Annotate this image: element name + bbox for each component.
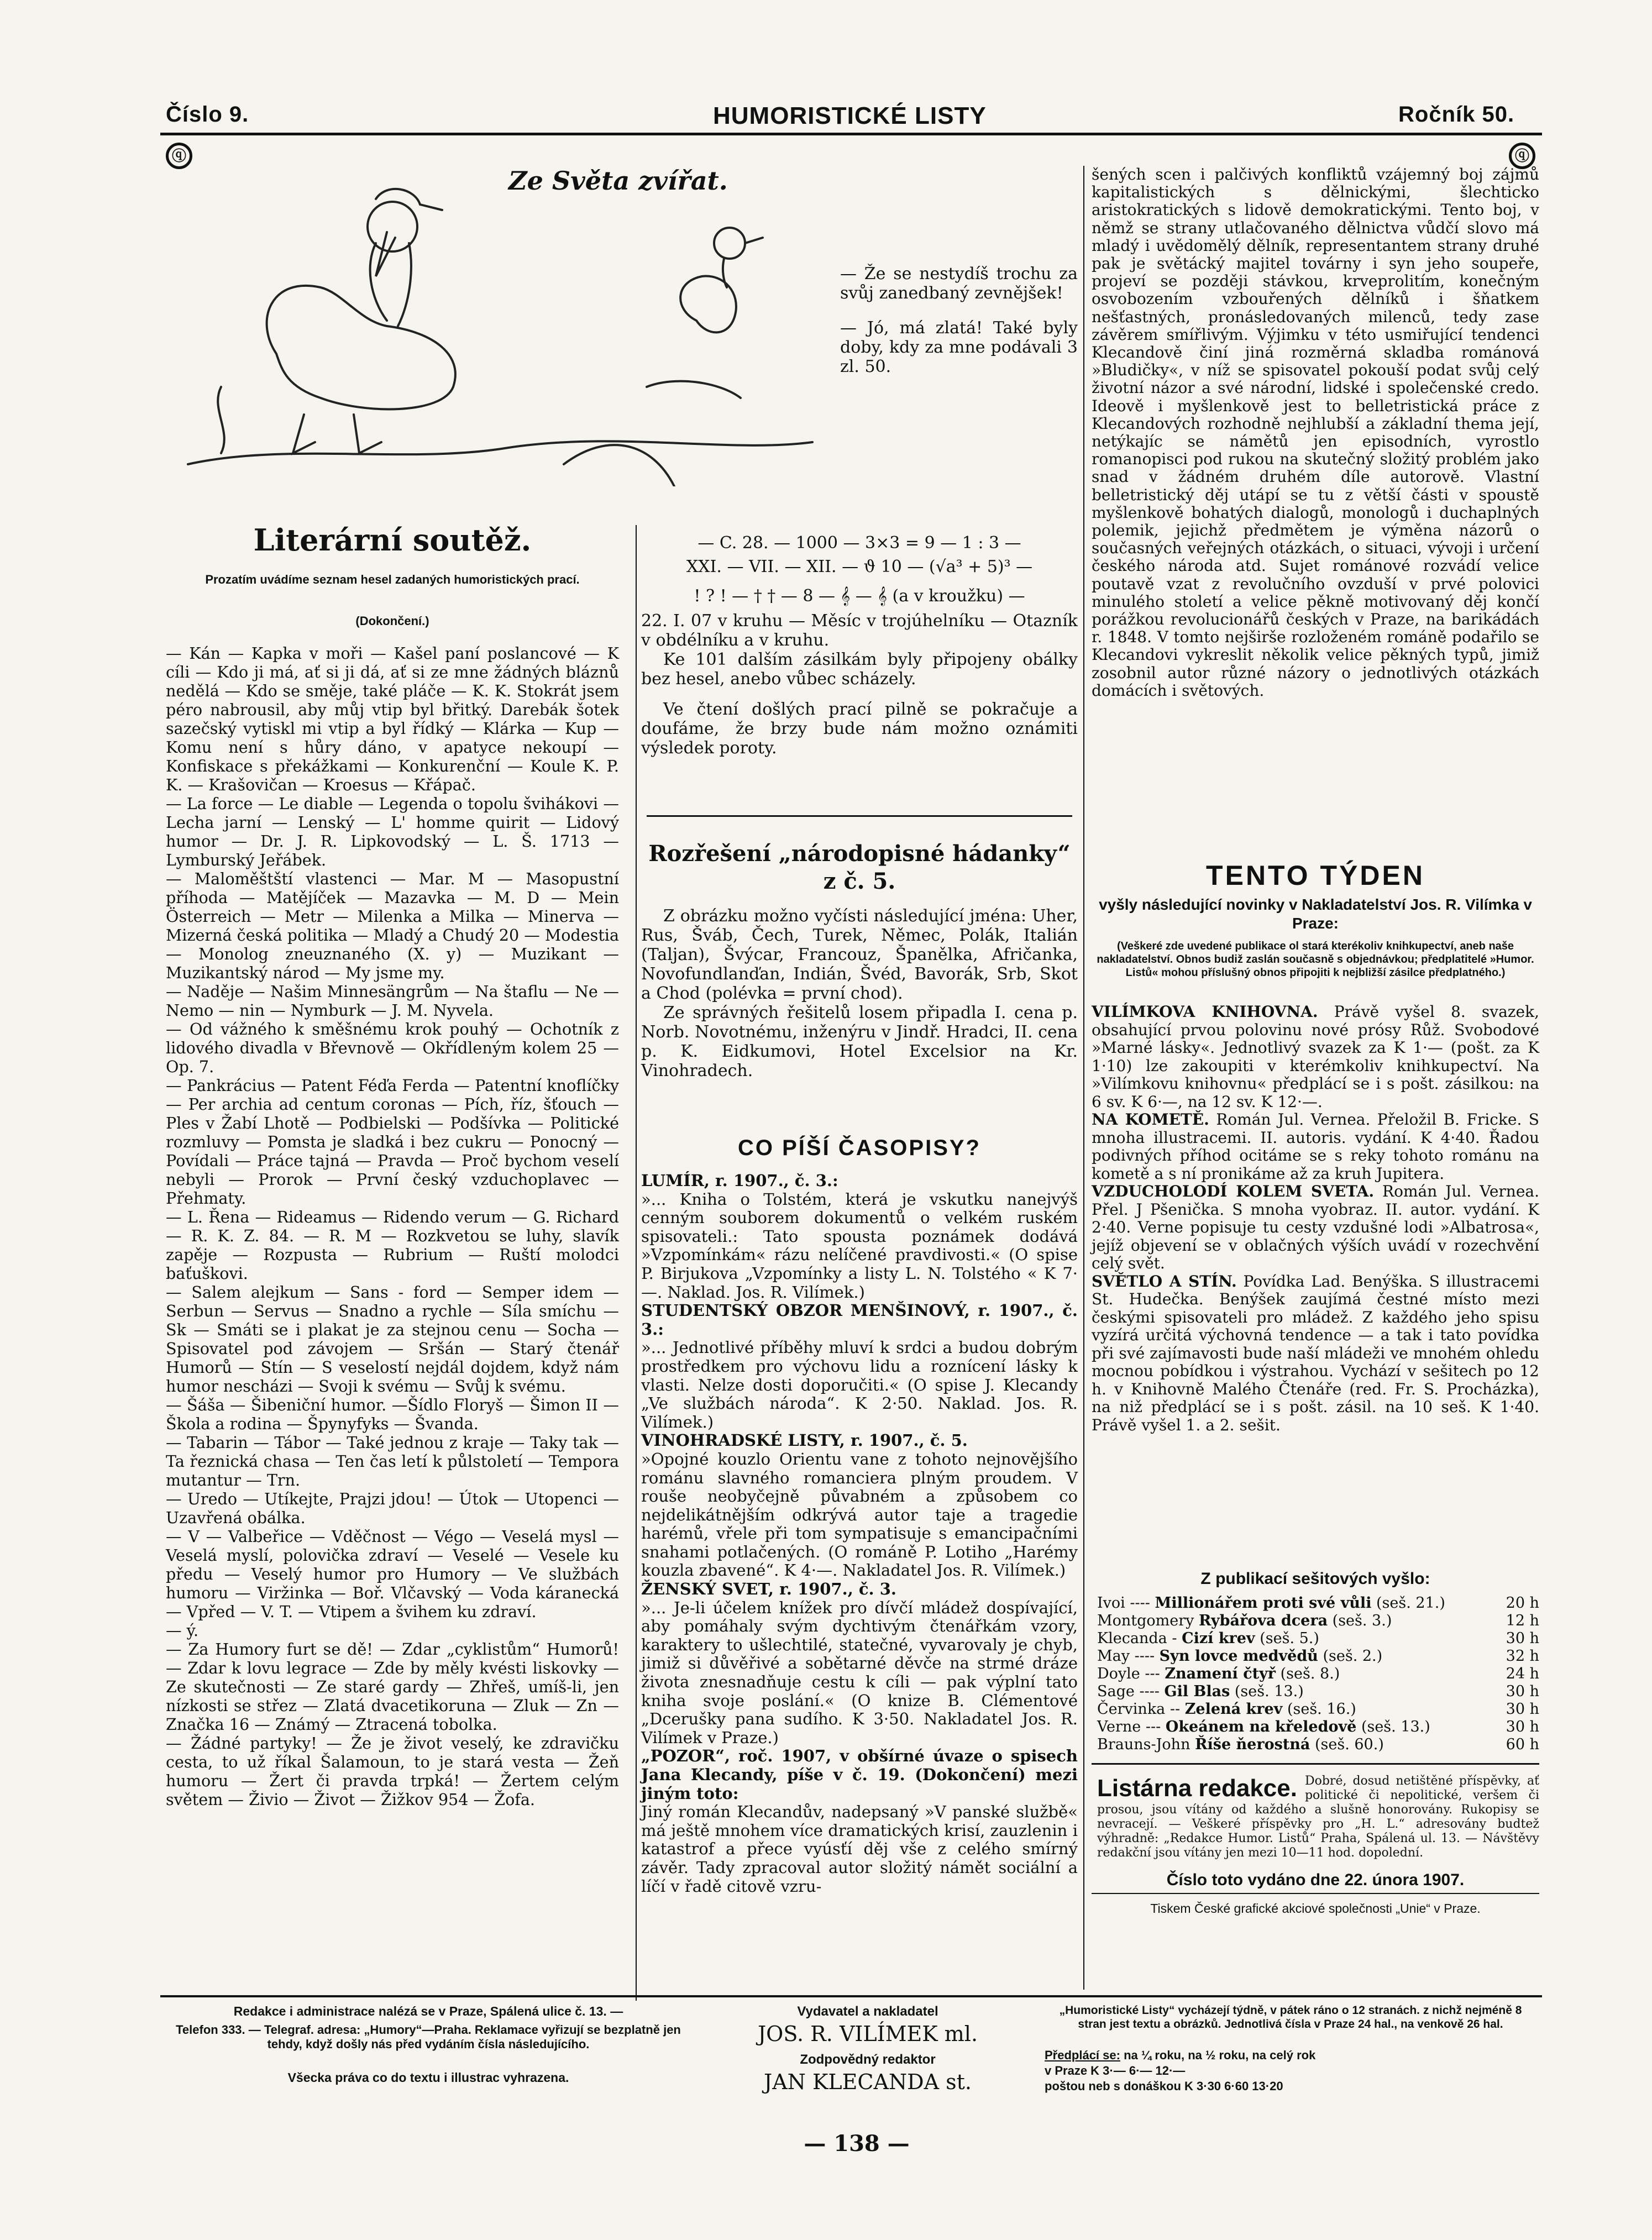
serial-row: Klecanda - Cizí krev (seš. 5.) 30 h [1097, 1630, 1539, 1647]
contest-paragraph: — Za Humory furt se dě! — Zdar „cyklistům“ Humorů! — Zdar k lovu legrace — Zde by měly kvésti liskovky — Ze skutečnosti — Ze staré gardy — Zhřeš, umíš-li, jen nízkosti se střez — Zlatá dvacetikoruna — Zluk — Zn — Značka 16 — Známý — Ztracená tobolka. [166, 1640, 619, 1734]
listarna-text: Dobré, dosud netištěné příspěvky, ať politické či nepolitické, veršem či prosou, jsou vítány od každého a slušně honorovány. Rukopisy se nevracejí. — Veškeré příspěvky pro „H. L.“ adresovány budtež výhradně: „Redakce Humor. Listů“ Praha, Spálená ul. 13. — Návštěvy redakční jsou vítány jen mezi 10—11 hod. dopolední. [1097, 1774, 1539, 1860]
serial-title: Z publikací sešitových vyšlo: [1200, 1570, 1430, 1588]
tento-tyden-subtitle: vyšly následující novinky v Nakladatelství Jos. R. Vilímka v Praze: [1099, 896, 1532, 932]
middle-paragraph: 22. I. 07 v kruhu — Měsíc v trojúhelníku — Otazník v obdélníku a v kruhu. [641, 611, 1078, 650]
dialogue-line-1: — Že se nestydíš trochu za svůj zanedbaný zevnějšek! [840, 264, 1078, 303]
price-header-row: na ¼ roku, na ½ roku, na celý rok [1124, 2048, 1316, 2062]
formula-line-3: ! ? ! — † † — 8 — 𝄞 — 𝄞 (a v kroužku) — [694, 586, 1025, 606]
contest-continued: (Dokončení.) [355, 614, 429, 628]
book-text: Povídka Lad. Benýška. S illustracemi St. Hudečka. Benýšek zaujímá čestné místo mezi českými spisovateli pro mládež. Z každého jeho spisu vyzírá určitá výchovná tendence — a tak i tato povídka při své zajímavosti bude naší mládeži ve mnohém ohledu mocnou pobídkou i výstrahou. Vychází v sešitech po 12 h. v Knihovně Malého Čtenáře (red. Fr. S. Procházka), na niž předplácí se i s pošt. zásil. na 10 seš. K 1·40. Právě vyšel 1. a 2. sešit. [1092, 1272, 1539, 1434]
price-row-prague: v Praze K 3·— 6·— 12·— [1045, 2064, 1186, 2078]
press-head: „POZOR“, roč. 1907, v obšírné úvaze o spisech Jana Klecandy, píše v č. 19. (Dokončení) mezi jiným toto: [641, 1746, 1078, 1803]
contest-paragraph: — Šáša — Šibeniční humor. —Šídlo Floryš — Šimon II — Škola a rodina — Špynyfyks — Švanda. [166, 1396, 619, 1433]
volume-number: Ročník 50. [1398, 102, 1515, 127]
listarna-title: Listárna redakce. [1097, 1775, 1297, 1802]
serial-list [1097, 1594, 1539, 1754]
section-rule [1092, 1893, 1539, 1894]
contest-paragraph: — Od vážného k směšnému krok pouhý — Ochotník z lidového divadla v Břevnově — Okřídleným kolem 25 — Op. 7. [166, 1020, 619, 1076]
middle-paragraph: Ve čtení došlých prací pilně se pokračuje a doufáme, že brzy bude nám možno oznámiti výsledek poroty. [641, 700, 1078, 758]
serial-row: Verne --- Okeánem na křeledově (seš. 13.) 30 h [1097, 1718, 1539, 1735]
section-rule [647, 815, 1072, 817]
contest-paragraph: — Salem alejkum — Sans - ford — Semper idem — Serbun — Servus — Snadno a rychle — Síla smíchu — Sk — Smáti se i plakat je za stejnou cenu — Socha — Spisovatel pod závojem — Sršán — Starý čtenář Humorů — Stín — S veselostí nejdál dojdem, když nám humor nescházi — Svoji k svému — Svůj k svému. [166, 1283, 619, 1396]
issue-date: Číslo toto vydáno dne 22. února 1907. [1166, 1871, 1465, 1889]
book-head: SVĚTLO A STÍN. [1092, 1272, 1237, 1291]
cartoon-title: Ze Světa zvířat. [508, 166, 728, 196]
footer-publisher-label: Vydavatel a nakladatel [797, 2004, 938, 2019]
contest-paragraph: — Naděje — Našim Minnesängrům — Na štaflu — Ne — Nemo — nin — Nymburk — J. M. Nyvela. [166, 982, 619, 1020]
press-reviews [641, 1172, 1078, 1896]
middle-paragraph: Ke 101 dalším zásilkám byly připojeny obálky bez hesel, anebo vůbec scházely. [641, 650, 1078, 689]
contest-title: Literární soutěž. [253, 522, 532, 558]
book-head: NA KOMETĚ. [1092, 1110, 1209, 1129]
contest-paragraph: — Žádné partyky! — Že je život veselý, ke zdravičku cesta, to už říkal Šalamoun, to je stará vesta — Žeň humoru — Žert či pravda trpká! — Žertem celým světem — Živio — Život — Žižkov 954 — Žofa. [166, 1734, 619, 1809]
contest-paragraph: — Uredo — Utíkejte, Prajzi jdou! — Útok — Utopenci — Uzavřená obálka. [166, 1489, 619, 1527]
press-head: VINOHRADSKÉ LISTY, r. 1907., č. 5. [641, 1431, 968, 1450]
footer-rights: Všecka práva co do textu i illustrac vyhrazena. [287, 2070, 569, 2085]
listarna-box [1097, 1774, 1539, 1860]
issue-number: Číslo 9. [166, 102, 249, 127]
riddle-paragraph: Z obrázku možno vyčísti následující jména: Uher, Rus, Šváb, Čech, Turek, Němec, Polák, Italián (Taljan), Švýcar, Francouz, Španělka, Afričanka, Novofundlanďan, Indián, Švéd, Bavorák, Srb, Skot a Chod (polévka = první chod). [641, 906, 1078, 1003]
price-row-post: poštou neb s donáškou K 3·30 6·60 13·20 [1045, 2079, 1283, 2093]
contest-list [166, 644, 619, 1809]
book-head: VILÍMKOVA KNIHOVNA. [1092, 1003, 1318, 1021]
footer-publisher-name: JOS. R. VILÍMEK ml. [757, 2022, 978, 2046]
price-label: Předplácí se: [1045, 2048, 1120, 2062]
middle-column [641, 533, 1078, 758]
new-books-list [1092, 1003, 1539, 1434]
press-head: LUMÍR, r. 1907., č. 3.: [641, 1171, 838, 1190]
book-text: Román Jul. Vernea. Přeložil B. Fricke. S mnoha illustracemi. II. autoris. vydání. K 4·40. Řadou podivných příhod ocitáme se s reky tohoto románu na kometě a s ní pronikáme až za kruh Jupitera. [1092, 1110, 1539, 1183]
contest-paragraph: — Pankrácius — Patent Féďa Ferda — Patentní knoflíčky — Per archia ad centum coronas — Pích, říz, šťouch — Ples v Žabí Lhotě — Podbielski — Podšívka — Politické rozmluvy — Pomsta je sladká i bez cukru — Ponocný — Povídali — Práce tajná — Pravda — Proč bychom veselí nebyli — Prorok — První český vzduchoplavec — Přehmaty. [166, 1076, 619, 1208]
serial-row: May ---- Syn lovce medvědů (seš. 2.) 32 h [1097, 1648, 1539, 1665]
press-text: »Opojné kouzlo Orientu vane z tohoto nejnovějšího románu slavného romanciera plným proudem. V rouše neobyčejně půvabném a způsobem co nejdelikátnějším odkrývá autor taje a tragedie harémů, vřele při tom sympatisuje s emancipačními snahami potlačených. (O románě P. Lotiho „Harémy kouzla zbavené“. K 4·—. Nakladatel Jos. R. Vilímek.) [641, 1449, 1078, 1580]
footer-admin: Redakce i administrace nalézá se v Praze, Spálená ulice č. 13. — [233, 2004, 623, 2018]
press-head: STUDENTSKÝ OBZOR MENŠINOVÝ, r. 1907., č. 3.: [641, 1301, 1078, 1339]
column-rule-right [1083, 166, 1084, 1990]
page-number: — 138 — [804, 2131, 910, 2157]
contest-paragraph: — ý. [166, 1621, 199, 1640]
dialogue-line-2: — Jó, má zlatá! Také byly doby, kdy za mne podávali 3 zl. 50. [840, 318, 1078, 376]
contest-paragraph: — L. Řena — Rideamus — Ridendo verum — G. Richard — R. K. Z. 84. — R. M — Rozkvetou se luhy, slavík zapěje — Rozpusta — Rubrium — Ruští molodci baťuškovi. [166, 1208, 619, 1283]
tento-tyden-title: TENTO TÝDEN [1206, 860, 1425, 891]
riddle-section [641, 906, 1078, 1080]
printer-note: Tiskem České grafické akciové společnosti „Unie“ v Praze. [1150, 1901, 1481, 1916]
footer-subscription-info: „Humoristické Listy“ vycházejí týdně, v pátek ráno o 12 stranách. z nichž nejméně 8 stran jest textu a obrázků. Jednotlivá čísla v Praze 24 hal., na venkově 26 hal. [1059, 2004, 1522, 2031]
serial-row: Montgomery Rybářova dcera (seš. 3.) 12 h [1097, 1612, 1539, 1629]
right-column-article [1092, 166, 1539, 700]
footer-rule [160, 1995, 1542, 1997]
press-head: ŽENSKÝ SVET, r. 1907., č. 3. [641, 1580, 897, 1599]
press-text: Jiný román Klecandův, nadepsaný »V panské službě« má ještě mnohem více dramatických krisí, zauzlenin i katastrof a přece vyúsťí děj vše z celého smírný závěr. Tady zpracoval autor složitý námět sociální a líčí v řadě citově vzru- [641, 1802, 1078, 1896]
cartoon-dialogue [840, 264, 1078, 376]
contest-paragraph: — Kán — Kapka v moři — Kašel paní poslancové — K cíli — Kdo ji má, ať si ji dá, ať si ze mne žádných bláznů nedělá — Kdo se směje, také pláče — K. K. Stokrát jsem péro nabrousil, aby můj vtip byl břitký. Darebák šotek sazečský vytiskl mi vtip a byl řídký — Klárka — Kup — Komu není s hůry dáno, v apatyce nekoupí — Konfiskace s překážkami — Konkurenční — Koule K. P. K. — Krašovičan — Kroesus — Křápač. [166, 644, 619, 794]
contest-paragraph: — La force — Le diable — Legenda o topolu švihákovi — Lecha jarní — Lenský — L' homme quirit — Lidový humor — Dr. J. R. Lipkovodský — L. Š. 1713 — Lymburský Jeřábek. [166, 794, 619, 869]
footer-telephone: Telefon 333. — Telegraf. adresa: „Humory“—Praha. Reklamace vyřizují se bezplatně jen tehdy, když došly nás před vydáním čísla následujícího. [176, 2023, 681, 2051]
column-rule-left [636, 525, 637, 2001]
formula-line-1: — C. 28. — 1000 — 3×3 = 9 — 1 : 3 — [697, 533, 1021, 553]
article-continuation: šených scen i palčivých konfliktů vzájemný boj zájmů kapitalistických s dělnickými, šlechticko aristokratických s lidově demokratickými. Tento boj, v němž se strany utlačovaného dělnictva vůdčí slovo má mladý i uvědomělý dělník, representantem strany druhé pak je světácký majitel továrny i syn jeho soupeře, projeví se později stávkou, krveprolitím, konečným osvobozením vzbouřených dělníků i šňatkem nešťastných, pronásledovaných milenců, tedy zase závěrem smířlivým. Výjimku v této usmiřující tendenci Klecandově činí jiná rozměrná skladba románová »Bludičky«, v níž se spisovatel pokouší podat svůj celý životní názor a své národní, lidské i společenské credo. Ideově i myšlenkově jest to belletristická práce z Klecandových rozhodně nejhlubší a základní thema její, netýkajíc se námětů jen episodních, vyrostlo romanopisci pod rukou na skutečný složitý problém jako snad v žádném druhém díle autorově. Vlastní belletristický děj utápí se tu z větší části v spoustě myšlenkově bohatých dialogů, monologů i duchaplných polemik, jejichž předmětem je výměna názorů o současných veřejných otázkách, o situaci, vývoji i určení českého národa atd. Sujet románové rozvádí velice poutavě vzat z revolučního ovzduší v prvé polovici minulého století a velice pěkně motivovaný děj končí porážkou revolucionářů českých v Praze, na barikádách r. 1848. V tomto nejširše rozloženém románě podařilo se Klecandovi vykreslit několik velice pěkných typů, jimiž zosobnil autor různé názory o jednotlivých otázkách domácích i světových. [1092, 165, 1539, 700]
book-text: Román Jul. Vernea. Přel. J Pšenička. S mnoha vyobraz. II. autor. vydání. K 2·40. Verne popisuje tu cesty vzdušné lodi »Albatrosa«, jejíž objevení se v oblačných výších uvádí v rozechvění celý svět. [1092, 1182, 1540, 1272]
serial-row: Brauns-John Říše ňerostná (seš. 60.) 60 h [1097, 1736, 1539, 1753]
book-text: Právě vyšel 8. svazek, obsahující prvou polovinu nové prósy Růž. Svobodové »Marné lásky«. Jednotlivý svazek za K 1·— (pošt. za K 1·10) lze zakoupiti v kterémkoliv knihkupectví. Na »Vilímkovu knihovnu« předplácí se i s pošt. zásilkou: na 6 sv. K 6·—, na 12 sv. K 12·—. [1092, 1003, 1539, 1111]
press-text: »... Jednotlivé příběhy mluví k srdci a budou dobrým prostředkem pro výchovu lidu a roznícení lásky k vlasti. Nelze dosti doporučiti.« (O spise J. Klecandy „Ve službách národa“. K 2·50. Naklad. Jos. R. Vilímek.) [641, 1338, 1078, 1431]
footer-prices [1045, 2048, 1536, 2094]
contest-subtitle: Prozatím uvádíme seznam hesel zadaných humoristických prací. [205, 573, 580, 586]
cartoon-illustration [177, 155, 840, 486]
riddle-title: Rozřešení „národopisné hádanky“ z č. 5. [648, 841, 1071, 894]
section-rule [1092, 1763, 1539, 1765]
book-head: VZDUCHOLODÍ KOLEM SVETA. [1092, 1182, 1375, 1200]
contest-paragraph: — Maloměštští vlastenci — Mar. M — Masopustní příhoda — Matějíček — Mazavka — M. D — Mein Österreich — Metr — Milenka a Milka — Minerva — Mizerná česká politika — Mladý a Chudý 20 — Modestia — Monolog zneuznaného (X. y) — Muzikant — Muzikantský národ — My jsme my. [166, 869, 619, 982]
contest-paragraph: — Tabarin — Tábor — Také jednou z kraje — Taky tak — Ta řeznická chasa — Ten čas letí k půlstoletí — Tempora mutantur — Trn. [166, 1433, 619, 1489]
serial-row: Ivoi ---- Millionářem proti své vůli (seš. 21.) 20 h [1097, 1594, 1539, 1612]
publisher-logo-icon: ⓠ [166, 143, 192, 169]
publisher-logo-icon-right: ⓠ [1509, 143, 1535, 169]
press-section-title: CO PÍŠÍ ČASOPISY? [738, 1136, 981, 1160]
formula-line-2: XXI. — VII. — XII. — ϑ 10 — (√a³ + 5)³ — [686, 557, 1033, 576]
press-text: »... Je-li účelem knížek pro dívčí mládež dospívající, aby pomáhaly svým dychtivým čtenářkám vzory, karaktery to ušlechtilé, statečné, vyvarovaly je chyb, jimiž si důvěřivé a sobětarné děvče na strmé dráze života znesnadňuje cestu k cíli — pak výplní tato kniha svoje poslání.« (O knize B. Clémentové „Dcerušky pana sudího. K 3·50. Nakladatel Jos. R. Vilímek v Praze.) [641, 1598, 1078, 1747]
riddle-paragraph: Ze správných řešitelů losem připadla I. cena p. Norb. Novotnému, inženýru v Jindř. Hradci, II. cena p. K. Eidkumovi, Hotel Excelsior na Kr. Vinohradech. [641, 1003, 1078, 1080]
tento-tyden-note: (Veškeré zde uvedené publikace ol stará kterékoliv knihkupectví, aneb naše nakladatelství. Obnos budiž zaslán současně s objednávkou; předplatitelé »Humor. Listů« mohou příslušný obnos připojiti k nejbližší zásilce předplatného.) [1097, 940, 1534, 979]
journal-title: HUMORISTICKÉ LISTY [713, 102, 987, 129]
serial-row: Sage ---- Gil Blas (seš. 13.) 30 h [1097, 1683, 1539, 1700]
serial-row: Červinka -- Zelená krev (seš. 16.) 30 h [1097, 1701, 1539, 1718]
footer-editor-name: JAN KLECANDA st. [764, 2070, 972, 2094]
footer-editor-label: Zodpovědný redaktor [800, 2052, 936, 2067]
press-text: »... Kniha o Tolstém, která je vskutku nanejvýš cenným souborem dokumentů o velkém ruském spisovateli.: Tato spousta poznámek dodává »Vzpomínkám« rázu nelíčené pravdivosti.« (O spise P. Birjukova „Vzpomínky a listy L. N. Tolstého « K 7·—. Naklad. Jos. R. Vilímek.) [641, 1189, 1078, 1302]
serial-row: Doyle --- Znamení čtyř (seš. 8.) 24 h [1097, 1665, 1539, 1682]
contest-paragraph: — V — Valbeřice — Vděčnost — Végo — Veselá mysl — Veselá myslí, polovička zdraví — Veselé — Vesele ku předu — Veselý humor pro Humory — Ve službách humoru — Viržinka — Boř. Vlčavský — Voda káranecká — Vpřed — V. T. — Vtipem a švihem ku zdraví. [166, 1527, 619, 1621]
header-rule [160, 133, 1542, 135]
